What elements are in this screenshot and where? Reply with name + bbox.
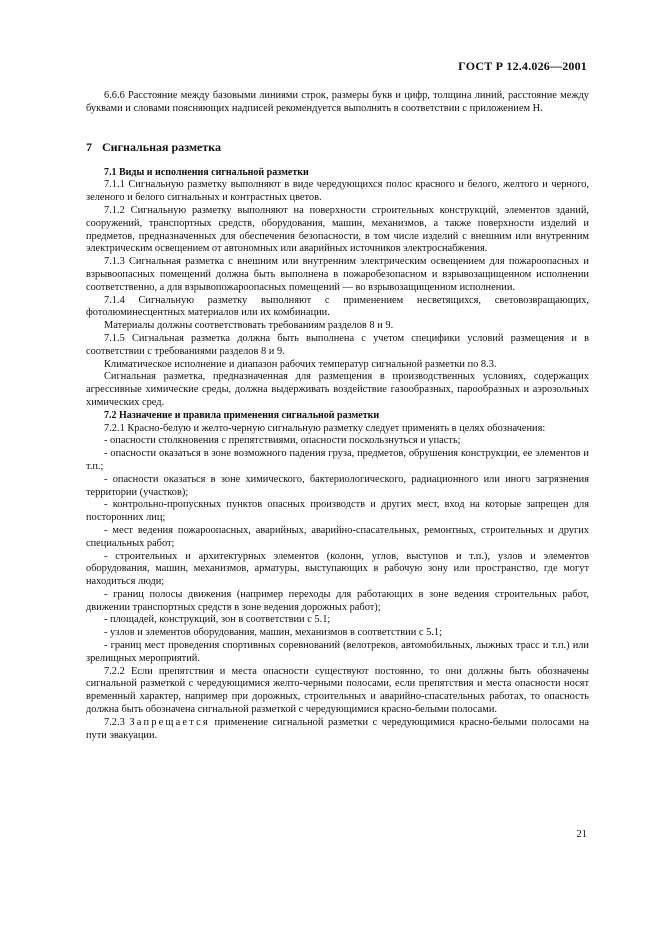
list-item: - опасности оказаться в зоне химического, бактериологического, радиационного или иного загрязнения территории (участков);	[86, 473, 589, 498]
list-item: - контрольно-пропускных пунктов опасных производств и других мест, вход на которые запрещен для посторонних лиц;	[86, 499, 589, 524]
paragraph-7-2-3	[86, 717, 589, 743]
paragraph-7-1-5-climate: Климатическое исполнение и диапазон рабочих температур сигнальной разметки по 8.3.	[104, 358, 497, 370]
list-item: - узлов и элементов оборудования, машин, механизмов в соответствии с 5.1;	[104, 627, 442, 639]
paragraph-7-1-1: 7.1.1 Сигнальную разметку выполняют в виде чередующихся полос красного и белого, желтого и черного, зеленого и белого сигнальных и контрастных цветов.	[86, 179, 589, 204]
section-7-heading	[86, 140, 589, 155]
list-item: - мест ведения пожароопасных, аварийных, аварийно-спасательных, ремонтных, строительных и других специальных работ;	[86, 524, 589, 549]
list-item: - границ полосы движения (например переходы для работающих в зоне ведения строительных работ, движении транспортных средств в зоне ведения дорожных работ);	[86, 588, 589, 613]
subsection-7-1-heading: 7.1 Виды и исполнения сигнальной разметки	[104, 166, 309, 178]
paragraph-6-6-6: 6.6.6 Расстояние между базовыми линиями строк, размеры букв и цифр, толщина линий, расстояние между буквами и словами поясняющих надписей рекомендуется выполнять в соответствии с приложением Н.	[86, 90, 589, 114]
section-7-number: 7	[86, 139, 92, 154]
paragraph-7-1-5: 7.1.5 Сигнальная разметка должна быть выполнена с учетом специфики условий размещения и в соответствии с требованиями разделов 8 и 9.	[86, 332, 589, 357]
document-header: ГОСТ Р 12.4.026—2001	[458, 59, 587, 73]
page-content	[86, 90, 589, 742]
list-item: - строительных и архитектурных элементов (колонн, углов, выступов и т.п.), узлов и элементов оборудования, машин, механизмов, арматуры, выступающих в рабочую зону или пространство, где могут находиться люди;	[86, 550, 589, 588]
list-item: - опасности столкновения с препятствиями, опасности поскользнуться и упасть;	[104, 435, 461, 447]
paragraph-7-2-3-text: применение сигнальной разметки с чередующимися красно-белыми полосами на пути эвакуации.	[86, 716, 589, 741]
page-number: 21	[576, 829, 587, 840]
paragraph-7-1-2: 7.1.2 Сигнальную разметку выполняют на поверхности строительных конструкций, элементов зданий, сооружений, транспортных средств, оборудования, машин, механизмов, а также поверхности изделий и предметов, предназначенных для обеспечения безопасности, в том числе изделий с внешним или внутренним электрическим освещением от автономных или аварийных источников электроснабжения.	[86, 204, 589, 255]
prohibition-word: Запрещается	[129, 716, 210, 728]
list-item: - площадей, конструкций, зон в соответствии с 5.1;	[104, 614, 331, 626]
paragraph-7-1-3: 7.1.3 Сигнальная разметка с внешним или внутренним электрическим освещением для пожароопасных и взрывоопасных помещений должна быть выполнена в пожаробезопасном и взрывозащищенном исполнении соответственно, а для взрывопожароопасных помещений — во взрывозащищенном исполнении.	[86, 256, 589, 293]
list-item: - границ мест проведения спортивных соревнований (велотреков, автомобильных, лыжных трасс и т.п.) или зрелищных мероприятий.	[86, 640, 589, 664]
list-item: - опасности оказаться в зоне возможного падения груза, предметов, обрушения конструкции, ее элементов и т.п.;	[86, 448, 589, 472]
paragraph-7-2-2: 7.2.2 Если препятствия и места опасности существуют постоянно, то они должны быть обозначены сигнальной разметкой с чередующимися желто-черными полосами, если препятствия и места опасности носят временный характер, например при дорожных, строительных и аварийно-спасательных работах, то опасность должна быть обозначена сигнальной разметкой с чередующимися красно-белыми полосами.	[86, 665, 589, 716]
paragraph-7-1-4-materials: Материалы должны соответствовать требованиям разделов 8 и 9.	[104, 320, 394, 332]
section-7-title: Сигнальная разметка	[102, 139, 221, 154]
paragraph-7-2-3-number: 7.2.3	[104, 716, 125, 728]
paragraph-7-1-4: 7.1.4 Сигнальную разметку выполняют с применением несветящихся, световозвращающих, фотолюминесцентных материалов или их комбинации.	[86, 294, 589, 319]
subsection-7-2-heading: 7.2 Назначение и правила применения сигнальной разметки	[104, 409, 380, 421]
paragraph-7-1-5-chemical: Сигнальная разметка, предназначенная для размещения в производственных условиях, содержащих агрессивные химические среды, должна выдерживать воздействие газообразных, парообразных и аэрозольных химических сред.	[86, 371, 589, 408]
paragraph-7-2-1: 7.2.1 Красно-белую и желто-черную сигнальную разметку следует применять в целях обозначения:	[104, 422, 546, 434]
